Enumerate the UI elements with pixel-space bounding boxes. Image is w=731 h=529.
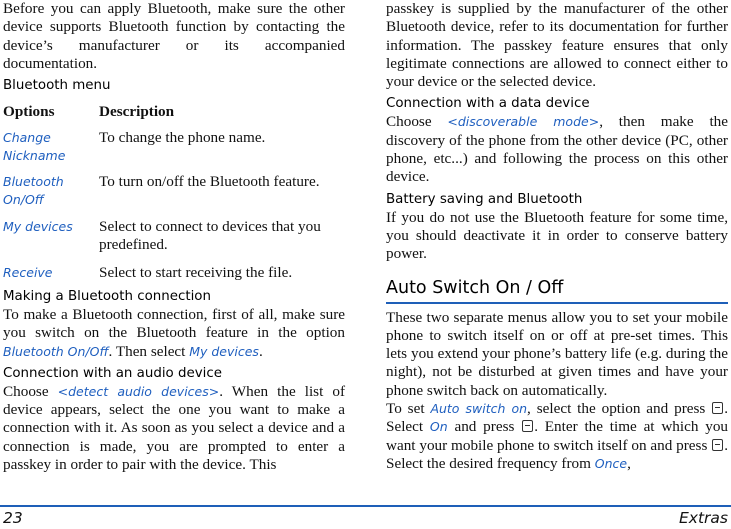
intro-paragraph: Before you can apply Bluetooth, make sure the other device supports Bluetooth function by contacting the device’s manufacturer or its accompanied documentation. [3, 0, 345, 72]
audio-device-heading: Connection with an audio device [3, 365, 222, 381]
bluetooth-menu-heading: Bluetooth menu [3, 78, 111, 93]
auto-switch-paragraph: These two separate menus allow you to set your mobile phone to switch itself on or off at pre-set times. This lets you extend your phone’s battery life (e.g. during the night), not be disturbed at given times and have your phone switch back on automatically. [386, 308, 728, 399]
options-table [3, 103, 345, 288]
table-row [3, 218, 345, 264]
option-receive: Receive [3, 265, 53, 280]
link-auto-switch-on: Auto switch on [430, 401, 528, 417]
option-my-devices: My devices [3, 219, 73, 234]
desc-bluetooth-onoff: To turn on/off the Bluetooth feature. [99, 173, 320, 190]
auto-switch-instructions [386, 400, 728, 473]
data-device-heading: Connection with a data device [386, 96, 590, 112]
table-header-row [3, 103, 345, 129]
set-text-6: . Select the desired frequency from [386, 436, 728, 472]
set-text-2: , select the option and press [527, 400, 712, 418]
ok-key-icon [712, 439, 723, 451]
option-bluetooth-onoff: Bluetooth On/Off [3, 174, 64, 207]
data-device-paragraph [386, 113, 728, 186]
table-header-description: Description [99, 103, 175, 120]
desc-my-devices: Select to connect to devices that you predefined. [99, 218, 321, 254]
desc-receive: Select to start receiving the file. [99, 264, 293, 281]
data-text-2: , then make the discovery of the phone from the other device (PC, other phone, etc...) and following the process on this other device. [386, 113, 729, 186]
set-text-1: To set [386, 400, 431, 418]
link-bluetooth-onoff: Bluetooth On/Off [3, 343, 109, 359]
table-header-options: Options [3, 103, 55, 120]
section-title: Auto Switch On / Off [386, 277, 564, 298]
audio-text-1: Choose [3, 382, 58, 400]
footer-section-name: Extras [679, 509, 728, 527]
link-detect-audio-devices: <detect audio devices> [57, 383, 220, 399]
making-connection-paragraph [3, 306, 345, 361]
battery-heading: Battery saving and Bluetooth [386, 191, 583, 207]
table-row [3, 264, 345, 288]
table-row [3, 173, 345, 218]
link-once: Once [594, 455, 628, 471]
audio-device-paragraph [3, 383, 345, 474]
data-text-1: Choose [386, 113, 448, 131]
set-text-5: . Enter the time at which you want your mobile phone to switch itself on and press [386, 418, 729, 454]
set-text-7: , [627, 454, 631, 472]
ok-key-icon [712, 402, 723, 414]
section-title-rule [386, 302, 728, 304]
making-text-2: . Then select [108, 342, 190, 360]
link-my-devices: My devices [189, 343, 259, 359]
set-text-4: and press [447, 418, 522, 436]
link-on: On [429, 419, 448, 435]
making-text-1: To make a Bluetooth connection, first of all, make sure you switch on the Bluetooth feature in the option [3, 306, 345, 342]
ok-key-icon [522, 420, 533, 432]
passkey-paragraph: passkey is supplied by the manufacturer of the other Bluetooth device, refer to its documentation for further information. The passkey feature ensures that only legitimate connections are allowed to connect either to your device or the selected device. [386, 0, 728, 91]
battery-paragraph: If you do not use the Bluetooth feature for some time, you should deactivate it in order to conserve battery power. [386, 208, 728, 263]
link-discoverable-mode: <discoverable mode> [447, 114, 600, 130]
audio-text-2: . When the list of device appears, select the one you want to make a connection with it. As soon as you select a device and a connection is made, you are prompted to enter a passkey in order to pair with the device. This [3, 382, 346, 474]
left-column [3, 0, 345, 474]
right-column [386, 0, 728, 473]
making-connection-heading: Making a Bluetooth connection [3, 289, 211, 304]
table-row [3, 129, 345, 173]
footer-rule [0, 505, 731, 507]
page-number: 23 [3, 509, 23, 527]
option-change-nickname: Change Nickname [3, 130, 66, 163]
making-text-3: . [258, 342, 263, 360]
desc-change-nickname: To change the phone name. [99, 129, 266, 146]
set-text-3: . Select [386, 400, 728, 436]
